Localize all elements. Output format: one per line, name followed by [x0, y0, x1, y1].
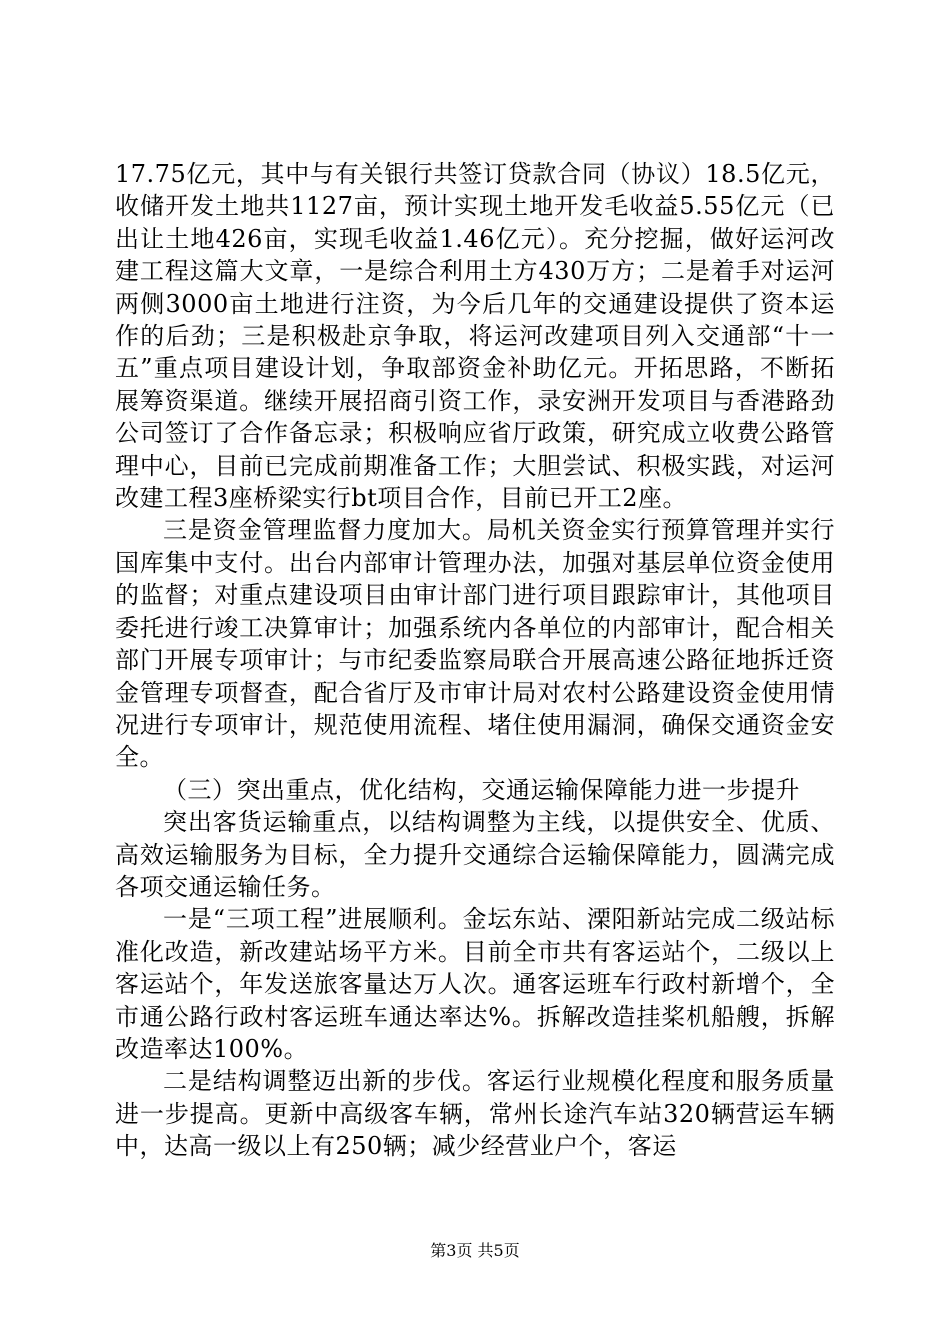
paragraph-2: 三是资金管理监督力度加大。局机关资金实行预算管理并实行国库集中支付。出台内部审计管理办法，加强对基层单位资金使用的监督；对重点建设项目由审计部门进行项目跟踪审计，其他项目委托进行竣工决算审计；加强系统内各单位的内部审计，配合相关部门开展专项审计；与市纪委监察局联合开展高速公路征地拆迁资金管理专项督查，配合省厅及市审计局对农村公路建设资金使用情况进行专项审计，规范使用流程、堵住使用漏洞，确保交通资金安全。 — [115, 516, 835, 772]
paragraph-6: 二是结构调整迈出新的步伐。客运行业规模化程度和服务质量进一步提高。更新中高级客车辆，常州长途汽车站320辆营运车辆中，达高一级以上有250辆；减少经营业户个，客运 — [115, 1067, 835, 1161]
section-heading: （三）突出重点，优化结构，交通运输保障能力进一步提升 — [163, 775, 800, 804]
paragraph-5: 一是“三项工程”进展顺利。金坛东站、溧阳新站完成二级站标准化改造，新改建站场平方米。目前全市共有客运站个，二级以上客运站个，年发送旅客量达万人次。通客运班车行政村新增个，全市通公路行政村客运班车通达率达%。拆解改造挂桨机船艘，拆解改造率达100%。 — [115, 905, 835, 1063]
paragraph-4: 突出客货运输重点，以结构调整为主线，以提供安全、优质、高效运输服务为目标，全力提升交通综合运输保障能力，圆满完成各项交通运输任务。 — [115, 808, 835, 901]
paragraph-1: 17.75亿元，其中与有关银行共签订贷款合同（协议）18.5亿元，收储开发土地共1127亩，预计实现土地开发毛收益5.55亿元（已出让土地426亩，实现毛收益1.46亿元）。充分挖掘，做好运河改建工程这篇大文章，一是综合利用土方430万方；二是着手对运河两侧3000亩土地进行注资，为今后几年的交通建设提供了资本运作的后劲；三是积极赴京争取，将运河改建项目列入交通部“十一五”重点项目建设计划，争取部资金补助亿元。开拓思路，不断拓展筹资渠道。继续开展招商引资工作，录安洲开发项目与香港路劲公司签订了合作备忘录；积极响应省厅政策，研究成立收费公路管理中心，目前已完成前期准备工作；大胆尝试、积极实践，对运河改建工程3座桥梁实行bt项目合作，目前已开工2座。 — [115, 160, 835, 513]
page-number-footer: 第3页 共5页 — [430, 1241, 520, 1260]
document-body — [115, 158, 835, 1163]
